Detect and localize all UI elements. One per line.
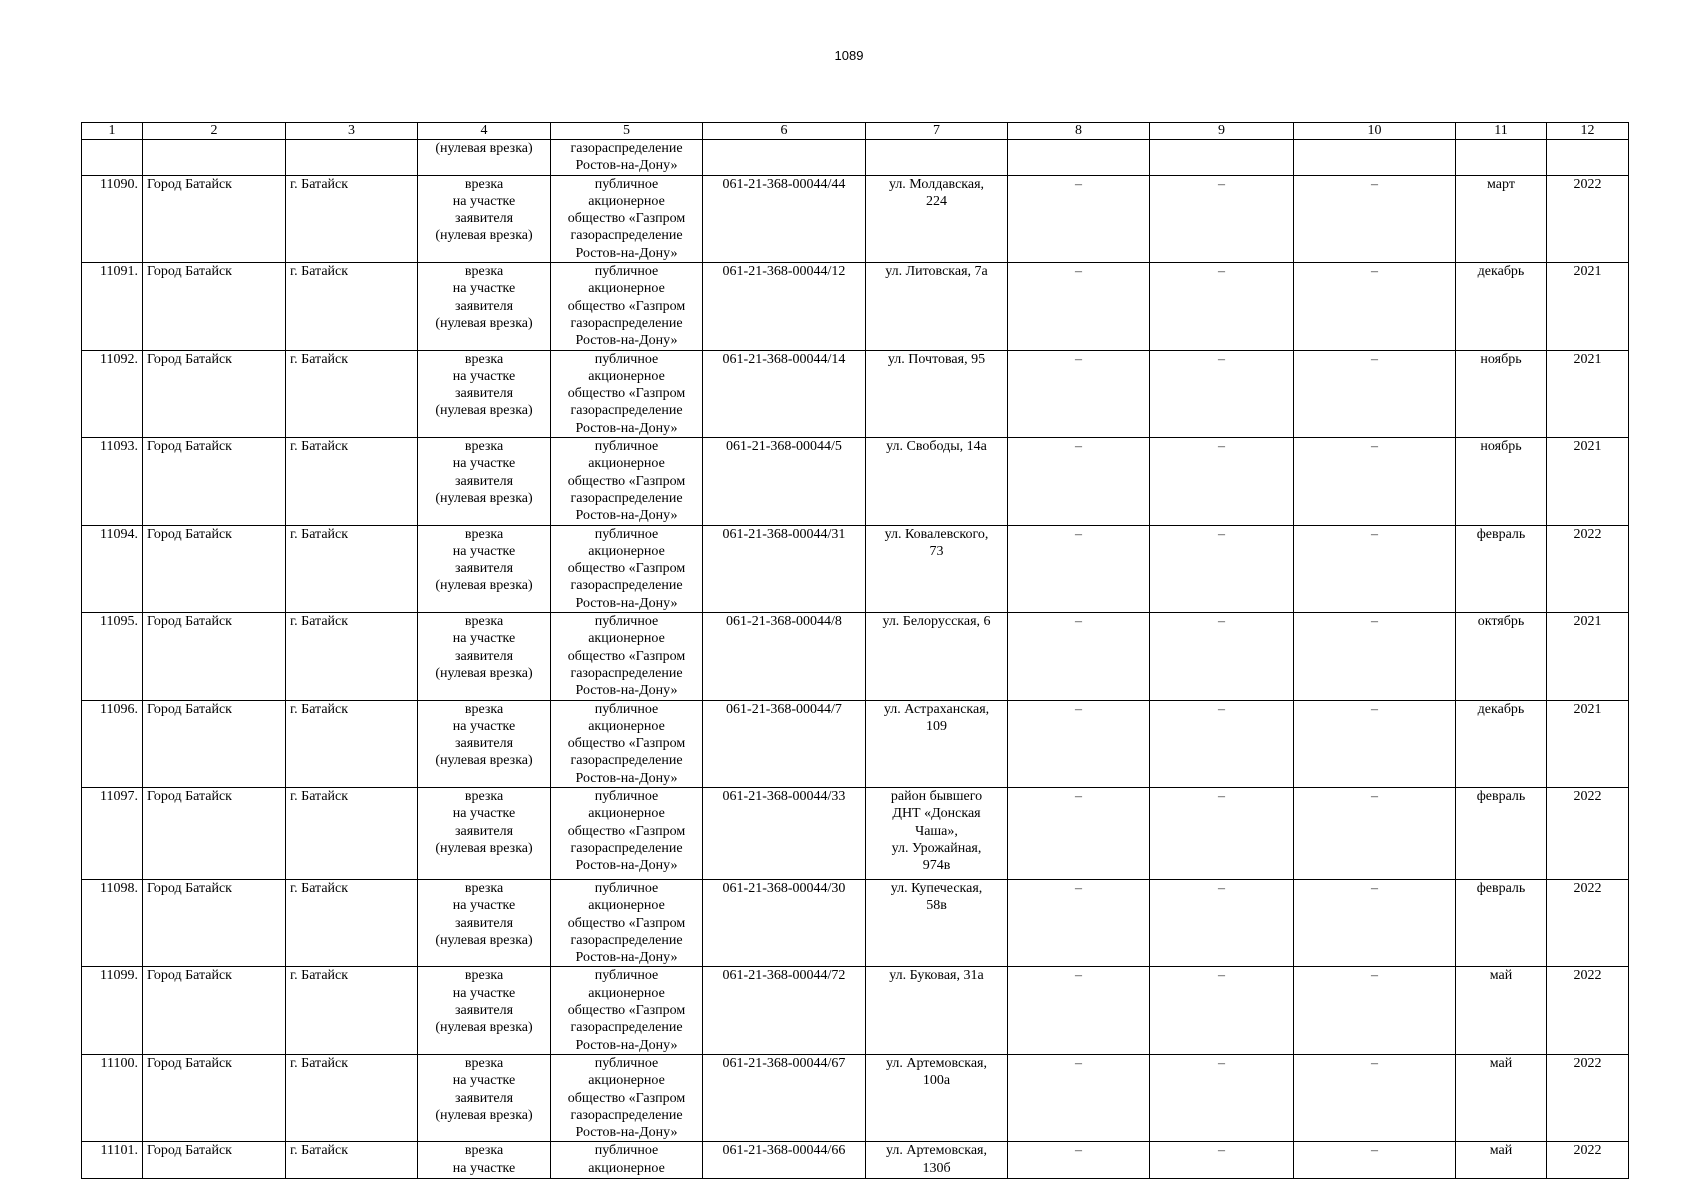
cell-address: ул. Белорусская, 6 [866,613,1008,700]
cell-locality: г. Батайск [286,787,418,879]
cell-connection: врезка на участке заявителя (нулевая врезка) [418,263,551,350]
cell-district: Город Батайск [143,525,286,612]
cell-year: 2022 [1547,879,1629,966]
cell-connection: врезка на участке заявителя (нулевая врезка) [418,700,551,787]
cell-locality: г. Батайск [286,700,418,787]
cell-col9: – [1150,967,1294,1054]
cell-month: декабрь [1456,263,1547,350]
cell-col10: – [1294,787,1456,879]
cell-registry-id: 061-21-368-00044/7 [703,700,866,787]
col-header: 3 [286,123,418,140]
cell-organization: публичное акционерное общество «Газпром газораспределение Ростов-на-Дону» [551,700,703,787]
table-row [82,879,1629,966]
cell-locality: г. Батайск [286,175,418,262]
cell-district: Город Батайск [143,787,286,879]
table-row [82,350,1629,437]
cell-year: 2021 [1547,350,1629,437]
cell-organization: публичное акционерное общество «Газпром газораспределение Ростов-на-Дону» [551,613,703,700]
table-row [82,1142,1629,1179]
cell-registry-id: 061-21-368-00044/72 [703,967,866,1054]
cell-month: октябрь [1456,613,1547,700]
col-header: 10 [1294,123,1456,140]
cell-number: 11090. [82,175,143,262]
cell-organization: публичное акционерное общество «Газпром газораспределение Ростов-на-Дону» [551,879,703,966]
col-header: 2 [143,123,286,140]
cell-connection: врезка на участке заявителя (нулевая врезка) [418,967,551,1054]
cell-address: ул. Артемовская, 100а [866,1054,1008,1141]
cell-col10: – [1294,438,1456,525]
cell-registry-id: 061-21-368-00044/12 [703,263,866,350]
cell-year: 2021 [1547,613,1629,700]
cell-registry-id: 061-21-368-00044/14 [703,350,866,437]
cell-address: ул. Буковая, 31а [866,967,1008,1054]
cell-col10: – [1294,525,1456,612]
cell-col9: – [1150,350,1294,437]
cell-address: ул. Литовская, 7а [866,263,1008,350]
cell-year: 2022 [1547,525,1629,612]
table-row [82,967,1629,1054]
cell-connection: врезка на участке заявителя (нулевая врезка) [418,525,551,612]
cell-col10: – [1294,350,1456,437]
cell-locality: г. Батайск [286,613,418,700]
cell-month: май [1456,967,1547,1054]
cell-organization: публичное акционерное общество «Газпром газораспределение Ростов-на-Дону» [551,175,703,262]
cell-address: ул. Почтовая, 95 [866,350,1008,437]
cell-district: Город Батайск [143,1142,286,1179]
cell-organization: публичное акционерное [551,1142,703,1179]
cell-connection: врезка на участке заявителя (нулевая врезка) [418,350,551,437]
cell-month: май [1456,1054,1547,1141]
cell-locality: г. Батайск [286,525,418,612]
cell-col8: – [1008,967,1150,1054]
cell-col9: – [1150,787,1294,879]
cell-month: ноябрь [1456,438,1547,525]
cell-organization: публичное акционерное общество «Газпром газораспределение Ростов-на-Дону» [551,438,703,525]
cell-col9: – [1150,1054,1294,1141]
cell-year: 2021 [1547,263,1629,350]
table-row [82,613,1629,700]
cell-address: ул. Молдавская, 224 [866,175,1008,262]
col-header: 4 [418,123,551,140]
cell-col8: – [1008,350,1150,437]
cell-month: декабрь [1456,700,1547,787]
cell-col10: – [1294,175,1456,262]
cell-number: 11099. [82,967,143,1054]
cell-year: 2022 [1547,175,1629,262]
cell-month: февраль [1456,525,1547,612]
cell-month: февраль [1456,879,1547,966]
cell-number: 11100. [82,1054,143,1141]
cell-col8: – [1008,700,1150,787]
cell-address: ул. Свободы, 14а [866,438,1008,525]
cell-col8: – [1008,1142,1150,1179]
cell-col10: – [1294,879,1456,966]
table-row [82,263,1629,350]
cell-locality: г. Батайск [286,1054,418,1141]
cell-district: Город Батайск [143,438,286,525]
cell-col8: – [1008,263,1150,350]
cell-registry-id: 061-21-368-00044/33 [703,787,866,879]
cell-number: 11094. [82,525,143,612]
cell-month: ноябрь [1456,350,1547,437]
cell-registry-id: 061-21-368-00044/44 [703,175,866,262]
page-number: 1089 [834,48,864,63]
cell-connection: врезка на участке заявителя (нулевая врезка) [418,787,551,879]
cell-district: Город Батайск [143,263,286,350]
cell-number: 11093. [82,438,143,525]
cell-locality: г. Батайск [286,263,418,350]
cell-locality: г. Батайск [286,1142,418,1179]
cell-number: 11097. [82,787,143,879]
cell-district: Город Батайск [143,175,286,262]
cell-col8: – [1008,1054,1150,1141]
cell-locality: г. Батайск [286,879,418,966]
cell-district: Город Батайск [143,879,286,966]
col-header: 5 [551,123,703,140]
cell-month: май [1456,1142,1547,1179]
col-header: 6 [703,123,866,140]
cell-organization: публичное акционерное общество «Газпром газораспределение Ростов-на-Дону» [551,525,703,612]
cell-number: 11101. [82,1142,143,1179]
cell-month: март [1456,175,1547,262]
registry-table [81,122,1629,1179]
cell-address: ул. Артемовская, 130б [866,1142,1008,1179]
cell-registry-id: 061-21-368-00044/67 [703,1054,866,1141]
cell-number: 11096. [82,700,143,787]
cell-address: ул. Купеческая, 58в [866,879,1008,966]
col-header: 1 [82,123,143,140]
cell-number: 11095. [82,613,143,700]
cell-registry-id: 061-21-368-00044/8 [703,613,866,700]
cell-col10: – [1294,263,1456,350]
cell-locality: г. Батайск [286,438,418,525]
cell-organization: публичное акционерное общество «Газпром газораспределение Ростов-на-Дону» [551,350,703,437]
cell-district: Город Батайск [143,350,286,437]
cell-connection: (нулевая врезка) [418,140,551,176]
cell-district: Город Батайск [143,967,286,1054]
column-number-row [82,123,1629,140]
cell-connection: врезка на участке заявителя (нулевая врезка) [418,879,551,966]
cell-col9: – [1150,175,1294,262]
cell-organization: публичное акционерное общество «Газпром газораспределение Ростов-на-Дону» [551,263,703,350]
table-row [82,1054,1629,1141]
col-header: 12 [1547,123,1629,140]
cell-connection: врезка на участке заявителя (нулевая врезка) [418,175,551,262]
cell-number: 11091. [82,263,143,350]
cell-col9: – [1150,700,1294,787]
cell-col8: – [1008,787,1150,879]
col-header: 11 [1456,123,1547,140]
cell-district: Город Батайск [143,1054,286,1141]
cell-col10: – [1294,967,1456,1054]
cell-connection: врезка на участке заявителя (нулевая врезка) [418,613,551,700]
cell-col9: – [1150,525,1294,612]
cell-connection: врезка на участке заявителя (нулевая врезка) [418,1054,551,1141]
cell-organization: газораспределение Ростов-на-Дону» [551,140,703,176]
cell-address: район бывшего ДНТ «Донская Чаша», ул. Урожайная, 974в [866,787,1008,879]
cell-year: 2022 [1547,787,1629,879]
cell-district: Город Батайск [143,613,286,700]
cell-organization: публичное акционерное общество «Газпром газораспределение Ростов-на-Дону» [551,1054,703,1141]
cell-registry-id: 061-21-368-00044/30 [703,879,866,966]
table-row [82,438,1629,525]
cell-connection: врезка на участке [418,1142,551,1179]
cell-col10: – [1294,613,1456,700]
cell-col9: – [1150,879,1294,966]
cell-address: ул. Астраханская, 109 [866,700,1008,787]
col-header: 8 [1008,123,1150,140]
cell-col10: – [1294,1054,1456,1141]
cell-col8: – [1008,525,1150,612]
cell-year: 2022 [1547,967,1629,1054]
cell-number: 11098. [82,879,143,966]
cell-col9: – [1150,613,1294,700]
table-row [82,175,1629,262]
cell-connection: врезка на участке заявителя (нулевая врезка) [418,438,551,525]
cell-year: 2022 [1547,1142,1629,1179]
cell-number: 11092. [82,350,143,437]
cell-registry-id: 061-21-368-00044/5 [703,438,866,525]
table-row [82,700,1629,787]
cell-col8: – [1008,879,1150,966]
col-header: 9 [1150,123,1294,140]
cell-organization: публичное акционерное общество «Газпром газораспределение Ростов-на-Дону» [551,967,703,1054]
col-header: 7 [866,123,1008,140]
cell-year: 2022 [1547,1054,1629,1141]
cell-col9: – [1150,438,1294,525]
cell-district: Город Батайск [143,700,286,787]
cell-month: февраль [1456,787,1547,879]
cell-year: 2021 [1547,438,1629,525]
cell-col8: – [1008,438,1150,525]
cell-col10: – [1294,1142,1456,1179]
cell-locality: г. Батайск [286,967,418,1054]
cell-col8: – [1008,613,1150,700]
cell-registry-id: 061-21-368-00044/31 [703,525,866,612]
cell-registry-id: 061-21-368-00044/66 [703,1142,866,1179]
table-row [82,787,1629,879]
cell-year: 2021 [1547,700,1629,787]
cell-organization: публичное акционерное общество «Газпром газораспределение Ростов-на-Дону» [551,787,703,879]
cell-col8: – [1008,175,1150,262]
cell-col10: – [1294,700,1456,787]
cell-col9: – [1150,263,1294,350]
continuation-row [82,140,1629,176]
cell-locality: г. Батайск [286,350,418,437]
table-row [82,525,1629,612]
cell-col9: – [1150,1142,1294,1179]
cell-address: ул. Ковалевского, 73 [866,525,1008,612]
